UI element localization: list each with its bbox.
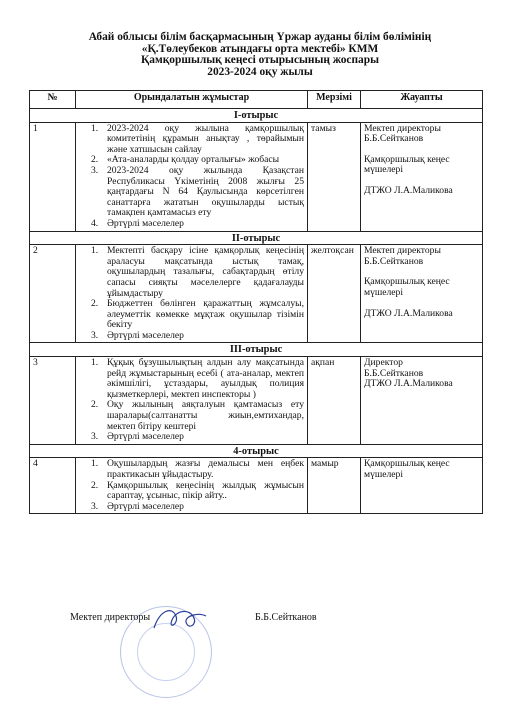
term-cell: тамыз (308, 122, 361, 231)
item-text: Оқушылардың жазғы демалысы мен еңбек практикасын ұйыдастыру. (107, 458, 304, 480)
item-number: 1. (91, 122, 99, 134)
responsible-line: Мектеп директоры Б.Б.Сейтканов (364, 122, 441, 145)
col-header-number: № (30, 91, 76, 109)
row-number: 4 (30, 458, 76, 514)
table-header-row (30, 91, 483, 109)
list-item (79, 481, 304, 502)
list-item (79, 246, 304, 299)
item-text: Әртүрлі мәселелер (107, 500, 184, 512)
item-text: Әртүрлі мәселелер (107, 431, 184, 443)
row-number: 1 (30, 122, 76, 231)
task-list-cell (76, 122, 308, 231)
item-number: 1. (91, 245, 99, 257)
term-cell: ақпан (308, 357, 361, 445)
table-row (30, 458, 483, 514)
item-text: Бюджеттен бөлінген қаражаттың жұмсалуы, әлеуметтік көмекке мұқтаж оқушылар тізімін бекіту (107, 298, 304, 331)
item-number: 2. (91, 298, 99, 310)
col-header-responsible: Жауапты (361, 91, 483, 109)
responsible-cell (361, 458, 483, 514)
list-item (79, 502, 304, 513)
list-item (79, 331, 304, 342)
header-line-3: Қамқоршылық кеңесі отырысының жоспары (141, 54, 379, 67)
session-title: ІІІ-отырыс (30, 343, 483, 357)
responsible-cell (361, 245, 483, 343)
task-list-cell (76, 458, 308, 514)
table-row (30, 245, 483, 343)
task-list-cell (76, 245, 308, 343)
item-number: 4. (91, 217, 99, 229)
responsible-cell (361, 122, 483, 231)
responsible-line: Қамқоршылық кеңес мүшелері (364, 153, 450, 176)
responsible-line: Б.Б.Сейтканов (364, 367, 424, 379)
item-number: 1. (91, 458, 99, 470)
responsible-line: Мектеп директоры Б.Б.Сейтканов (364, 245, 441, 267)
responsible-line: ДТЖО Л.А.Маликова (364, 378, 453, 390)
item-text: Қамқоршылық кеңесінің жылдық жұмысын сараптау, ұсыныс, пікір айту.. (107, 479, 304, 502)
item-text: Мектепті басқару ісіне қамқорлық кеңесінің араласуы мақсатында ыстық тамақ, оқушылардың тазалығы, сабақтардың өтілу сапасы сияқты мәселелерге қадағалауды ұйымдастыру (107, 245, 304, 299)
item-number: 2. (91, 154, 99, 166)
table-row (30, 122, 483, 231)
list-item (79, 358, 304, 400)
header-line-2: «Қ.Төлеубеков атындағы орта мектебі» КММ (141, 42, 379, 55)
plan-table (29, 90, 483, 514)
item-number: 1. (91, 357, 99, 369)
footer-name: Б.Б.Сейтканов (255, 612, 317, 623)
list-item (79, 166, 304, 219)
responsible-line: ДТЖО Л.А.Маликова (364, 307, 453, 319)
footer-role: Мектеп директоры (70, 612, 151, 623)
item-text: Құқық бұзушылықтың алдын алу мақсатында рейд жұмыстарының есебі ( ата-аналар, мектеп әкімшілігі, ұстаздары, ауылдық полиция қызметкерлері, мектеп инспекторы ) (107, 357, 304, 400)
director-signature (150, 600, 210, 640)
item-number: 3. (91, 500, 99, 512)
session-title: 4-отырыс (30, 444, 483, 458)
header-line-4: 2023-2024 оқу жылы (207, 65, 313, 78)
item-text: Әртүрлі мәселелер (107, 329, 184, 341)
item-text: Әртүрлі мәселелер (107, 217, 184, 229)
item-text: Оқу жылының аяқталуын қамтамасыз ету шаралары(салтанатты жиын,емтихандар, мектеп бітіру кештері (107, 399, 304, 432)
responsible-line: Директор (364, 357, 403, 369)
list-item (79, 459, 304, 480)
responsible-cell (361, 357, 483, 445)
item-number: 2. (91, 479, 99, 491)
session-title-row (30, 231, 483, 245)
task-list-cell (76, 357, 308, 445)
item-text: «Ата-аналарды қолдау орталығы» жобасы (107, 154, 280, 166)
session-title-row (30, 343, 483, 357)
list-item (79, 299, 304, 331)
col-header-term: Мерзімі (308, 91, 361, 109)
header-line-1: Абай облысы білім басқармасының Үржар ауданы білім бөлімінің (88, 31, 432, 43)
session-title-row (30, 109, 483, 123)
row-number: 3 (30, 357, 76, 445)
responsible-line: ДТЖО Л.А.Маликова (364, 184, 453, 196)
session-title: І-отырыс (30, 109, 483, 123)
term-cell: мамыр (308, 458, 361, 514)
list-item (79, 219, 304, 230)
item-text: 2023-2024 оқу жылында Қазақстан Республикасы Үкіметінің 2008 жылғы 25 қаңтардағы N 64 Қаулысында көрсетілген санаттарға жататын оқушыларды ыстық тамақпен қамтамасыз ету (107, 164, 304, 219)
col-header-tasks: Орындалатын жұмыстар (76, 91, 308, 109)
session-title-row (30, 444, 483, 458)
responsible-line: Қамқоршылық кеңес мүшелері (364, 276, 450, 298)
list-item (79, 124, 304, 156)
responsible-line: Қамқоршылық кеңес мүшелері (364, 458, 450, 480)
session-title: ІІ-отырыс (30, 231, 483, 245)
item-number: 3. (91, 329, 99, 341)
item-number: 2. (91, 399, 99, 411)
row-number: 2 (30, 245, 76, 343)
item-number: 3. (91, 164, 99, 176)
item-number: 3. (91, 431, 99, 443)
item-text: 2023-2024 оқу жылына қамқоршылық комитетінің құрамын анықтау , төрайымын және хатшысын сайлау (107, 122, 304, 155)
term-cell: желтоқсан (308, 245, 361, 343)
document-header (40, 32, 480, 78)
list-item (79, 400, 304, 432)
list-item (79, 432, 304, 443)
table-row (30, 357, 483, 445)
